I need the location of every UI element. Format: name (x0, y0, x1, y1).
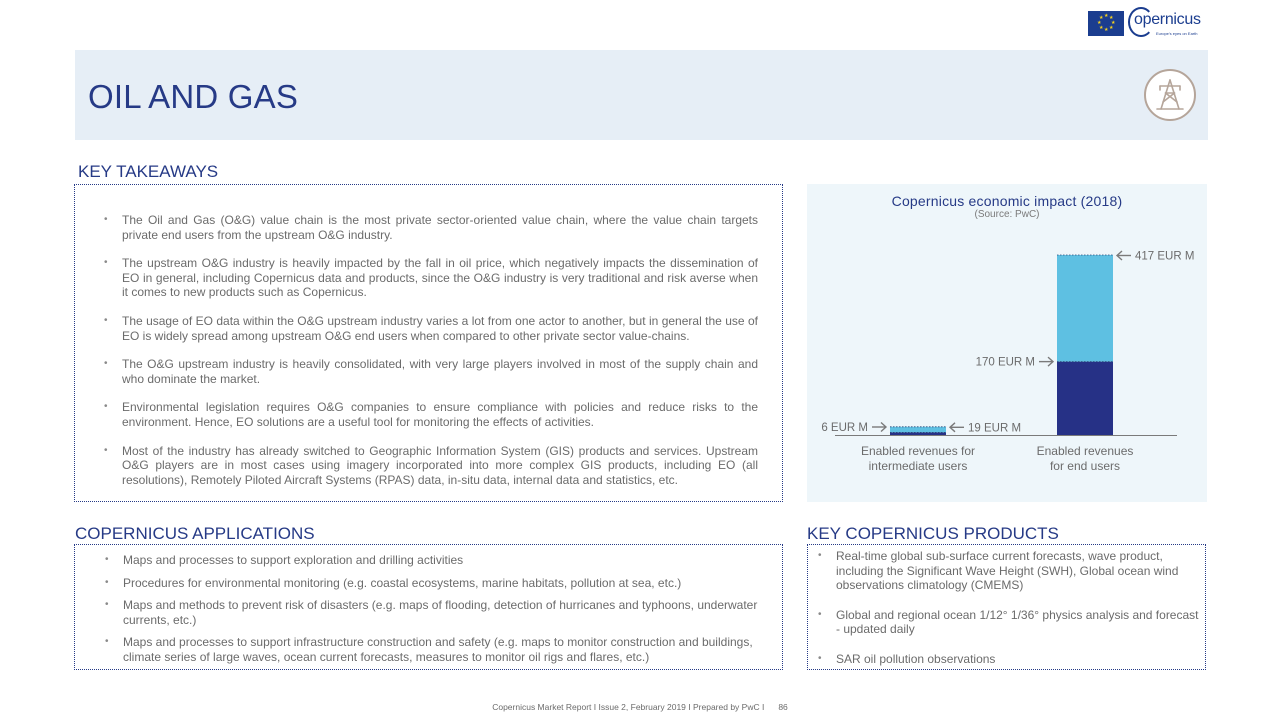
category-label: Enabled revenues (1036, 444, 1134, 458)
chart-subtitle: (Source: PwC) (974, 209, 1040, 220)
list-item: • Maps and processes to support exploration and drilling activities (123, 553, 763, 568)
key-takeaways-heading: KEY TAKEAWAYS (78, 162, 219, 181)
products-box (807, 544, 1206, 670)
economic-impact-chart (807, 184, 1207, 502)
bar-bottom-2 (1057, 362, 1113, 435)
chart-svg (807, 184, 1207, 502)
chart-title: Copernicus economic impact (2018) (891, 193, 1123, 209)
category-label: for end users (1049, 459, 1121, 473)
applications-heading: COPERNICUS APPLICATIONS (75, 524, 315, 543)
list-item: • Maps and processes to support infrastructure construction and safety (e.g. maps to monitor construction and buildings, climate series of large waves, ocean current forecasts, measures to monitor oil rigs and flares, etc.) (123, 635, 763, 664)
list-item: • Maps and methods to prevent risk of disasters (e.g. maps of flooding, detection of hurricanes and typhoons, underwater currents, etc.) (123, 598, 763, 627)
key-takeaways-box (74, 184, 783, 502)
footer-text: Copernicus Market Report I Issue 2, February 2019 I Prepared by PwC I (492, 702, 765, 712)
list-item: • SAR oil pollution observations (836, 652, 1202, 667)
copernicus-logo-text: opernicus (1134, 11, 1201, 28)
category-label: Enabled revenues for (860, 444, 976, 458)
data-label-bottom-1: 6 EUR M (821, 422, 868, 434)
list-item: • Environmental legislation requires O&G companies to ensure compliance with policies and reduce risks to the environment. Hence, EO solutions are a useful tool for monitoring the effects of activities. (122, 400, 758, 429)
applications-list (123, 553, 763, 673)
key-takeaways-list (122, 213, 758, 501)
eu-flag-icon: ★ ★ ★ ★ ★ ★ ★ ★ (1088, 11, 1124, 36)
list-item: • The usage of EO data within the O&G upstream industry varies a lot from one actor to another, but in general the use of EO is widely spread among upstream O&G end users when compared to other private sector value-chains. (122, 314, 758, 343)
products-list (836, 549, 1202, 682)
copernicus-logo-tagline: Europe's eyes on Earth (1156, 31, 1198, 36)
list-item: • Global and regional ocean 1/12° 1/36° physics analysis and forecast - updated daily (836, 608, 1202, 637)
list-item: • Real-time global sub-surface current forecasts, wave product, including the Significant Wave Height (SWH), Global ocean wind observations climatology (CMEMS) (836, 549, 1202, 593)
oil-rig-icon (1144, 69, 1196, 121)
title-band (75, 50, 1208, 140)
list-item: • The upstream O&G industry is heavily impacted by the fall in oil price, which negatively impacts the dissemination of EO in general, including Copernicus data and products, since the O&G industry is very traditional and risk averse when it comes to new products such as Copernicus. (122, 256, 758, 300)
bar-top-2 (1057, 255, 1113, 362)
category-label: intermediate users (868, 459, 968, 473)
copernicus-logo (1130, 9, 1200, 37)
page-title: OIL AND GAS (88, 78, 299, 115)
footer (0, 702, 1280, 712)
logo-area (1088, 9, 1200, 37)
page-number: 86 (778, 702, 788, 712)
products-heading: KEY COPERNICUS PRODUCTS (807, 524, 1059, 543)
list-item: • Procedures for environmental monitoring (e.g. coastal ecosystems, marine habitats, pollution at sea, etc.) (123, 576, 763, 591)
list-item: • Most of the industry has already switched to Geographic Information System (GIS) products and services. Upstream O&G players are in most cases using imagery incorporated into more complex GIS products, including EO (all resolutions), Remotely Piloted Aircraft Systems (RPAS) data, in-situ data, internal data and statistics, etc. (122, 444, 758, 488)
applications-box (74, 544, 783, 670)
data-label-bottom-2: 170 EUR M (975, 356, 1035, 369)
list-item: • The Oil and Gas (O&G) value chain is the most private sector-oriented value chain, where the value chain targets private end users from the upstream O&G industry. (122, 213, 758, 242)
data-label-total-2: 417 EUR M (1135, 250, 1195, 263)
list-item: • The O&G upstream industry is heavily consolidated, with very large players involved in most of the supply chain and who dominate the market. (122, 357, 758, 386)
bar-top-1 (890, 427, 946, 433)
data-label-total-1: 19 EUR M (968, 422, 1022, 435)
